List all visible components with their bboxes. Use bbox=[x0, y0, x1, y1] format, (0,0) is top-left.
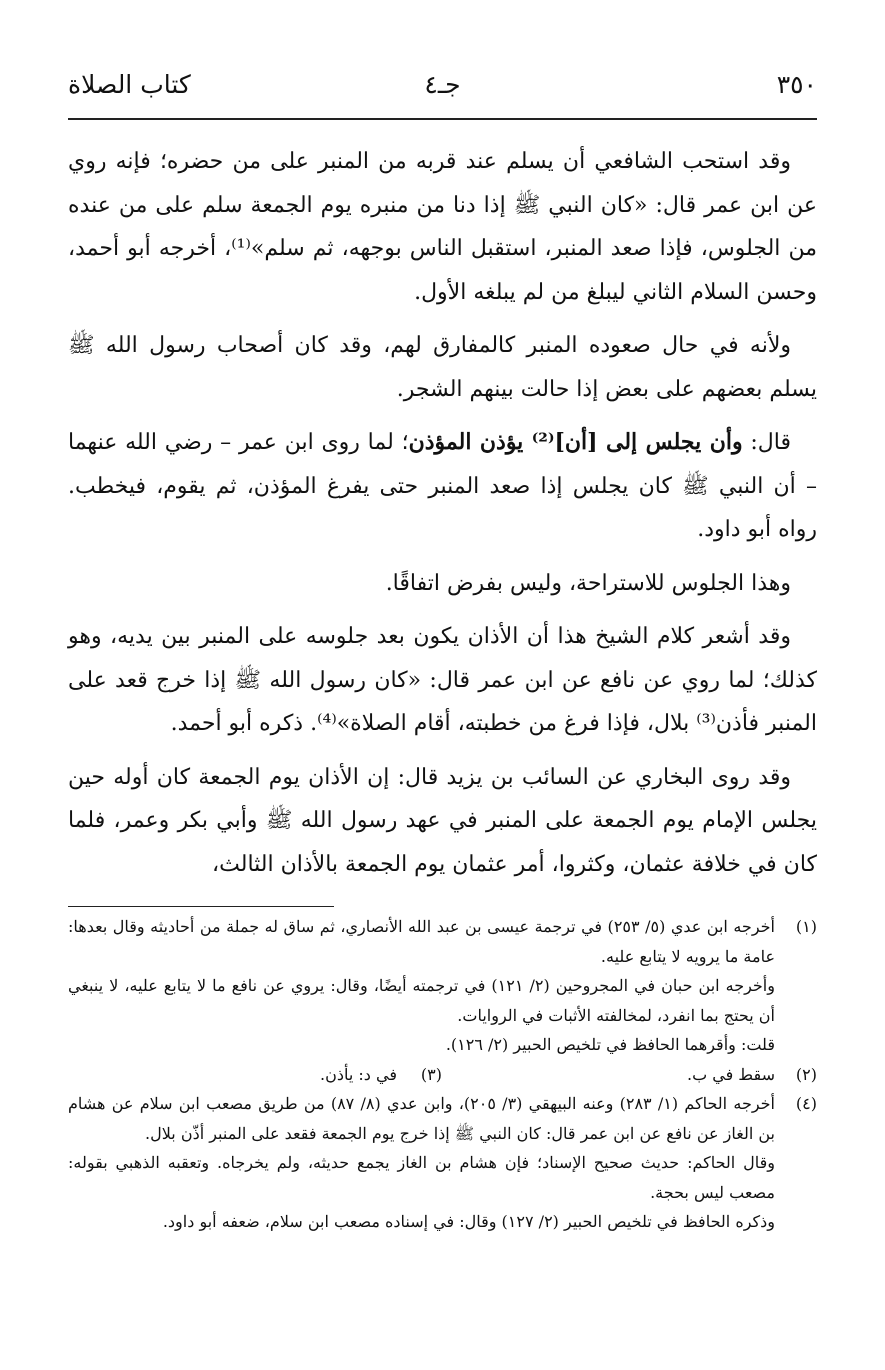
footnote-2-number: (٢) bbox=[795, 1064, 817, 1084]
volume-label: جـ٤ bbox=[424, 70, 461, 99]
book-title: كتاب الصلاة bbox=[68, 70, 191, 99]
footnote-4 bbox=[68, 1089, 817, 1237]
footnote-1 bbox=[68, 912, 817, 1060]
footnote-3-text: في د: يأذن. bbox=[320, 1064, 397, 1084]
header-rule bbox=[68, 118, 817, 120]
footnote-1-line-3: قلت: وأقرهما الحافظ في تلخيص الحبير (٢/ ١٢٦). bbox=[445, 1035, 775, 1054]
footnote-2-3-row bbox=[68, 1060, 817, 1090]
main-text bbox=[68, 140, 817, 896]
footnote-2-text: سقط في ب. bbox=[687, 1064, 775, 1084]
paragraph-6: وقد روى البخاري عن السائب بن يزيد قال: إن الأذان يوم الجمعة كان أوله حين يجلس الإمام يوم الجمعة على المنبر في عهد رسول الله ﷺ وأبي بكر وعمر، فلما كان في خلافة عثمان، وكثروا، أمر عثمان يوم الجمعة بالأذان الثالث، bbox=[68, 764, 817, 877]
footnote-4-line-1: أخرجه الحاكم (١/ ٢٨٣) وعنه البيهقي (٣/ ٢٠٥)، وابن عدي (٨/ ٨٧) من طريق مصعب ابن سلام عن هشام بن الغاز عن نافع عن ابن عمر قال: كان النبي ﷺ إذا خرج يوم الجمعة فقعد على المنبر أذّن بلال. bbox=[68, 1094, 776, 1143]
footnote-1-line-2: وأخرجه ابن حبان في المجروحين (٢/ ١٢١) في ترجمته أيضًا، وقال: يروي عن نافع ما لا يتابع عليه، لا ينبغي أن يحتج بما انفرد، لمخالفته الأثبات في الروايات. bbox=[68, 976, 775, 1025]
footnote-4-line-2: وقال الحاكم: حديث صحيح الإسناد؛ فإن هشام بن الغاز يجمع حديثه، ولم يخرجاه. وتعقبه الذهبي بقوله: مصعب ليس بحجة. bbox=[68, 1153, 775, 1202]
footnote-1-line-1: أخرجه ابن عدي (٥/ ٢٥٣) في ترجمة عيسى بن عبد الله الأنصاري، ثم ساق له جملة من أحاديثه وقال بعدها: عامة ما يرويه لا يتابع عليه. bbox=[68, 917, 775, 966]
paragraph-5: وقد أشعر كلام الشيخ هذا أن الأذان يكون بعد جلوسه على المنبر بين يديه، وهو كذلك؛ لما روي عن نافع عن ابن عمر قال: «كان رسول الله ﷺ إذا خرج قعد على المنبر فأذن⁽³⁾ بلال، فإذا فرغ من خطبته، أقام الصلاة»⁽⁴⁾. ذكره أبو أحمد. bbox=[68, 624, 817, 736]
paragraph-2: ولأنه في حال صعوده المنبر كالمفارق لهم، وقد كان أصحاب رسول الله ﷺ يسلم بعضهم على بعض إذا حالت بينهم الشجر. bbox=[68, 333, 817, 402]
paragraph-3-rest: ؛ لما روى ابن عمر – رضي الله عنهما – أن النبي ﷺ كان يجلس إذا صعد المنبر حتى يفرغ المؤذن، ثم يقوم، فيخطب. رواه أبو داود. bbox=[68, 430, 817, 542]
footnote-4-line-3: وذكره الحافظ في تلخيص الحبير (٢/ ١٢٧) وقال: في إسناده مصعب ابن سلام، ضعفه أبو داود. bbox=[162, 1212, 775, 1231]
paragraph-3-lead: قال: bbox=[742, 430, 791, 455]
paragraph-3 bbox=[68, 421, 817, 552]
footnotes bbox=[68, 912, 817, 1237]
running-header bbox=[68, 70, 817, 112]
paragraph-4: وهذا الجلوس للاستراحة، وليس بفرض اتفاقًا. bbox=[385, 570, 791, 596]
footnote-1-number: (١) bbox=[795, 917, 817, 936]
paragraph-3-matn: وأن يجلس إلى [أن]⁽²⁾ يؤذن المؤذن bbox=[408, 429, 743, 455]
page-number: ٣٥٠ bbox=[776, 70, 817, 99]
footnote-4-number: (٤) bbox=[795, 1094, 817, 1113]
footnote-3-number: (٣) bbox=[420, 1064, 442, 1084]
paragraph-1: وقد استحب الشافعي أن يسلم عند قربه من المنبر على من حضره؛ فإنه روي عن ابن عمر قال: «كان النبي ﷺ إذا دنا من منبره يوم الجمعة سلم على من عنده من الجلوس، فإذا صعد المنبر، استقبل الناس بوجهه، ثم سلم»⁽¹⁾، أخرجه أبو أحمد، وحسن السلام الثاني ليبلغ من لم يبلغه الأول. bbox=[68, 149, 817, 305]
footnote-rule bbox=[68, 906, 334, 907]
